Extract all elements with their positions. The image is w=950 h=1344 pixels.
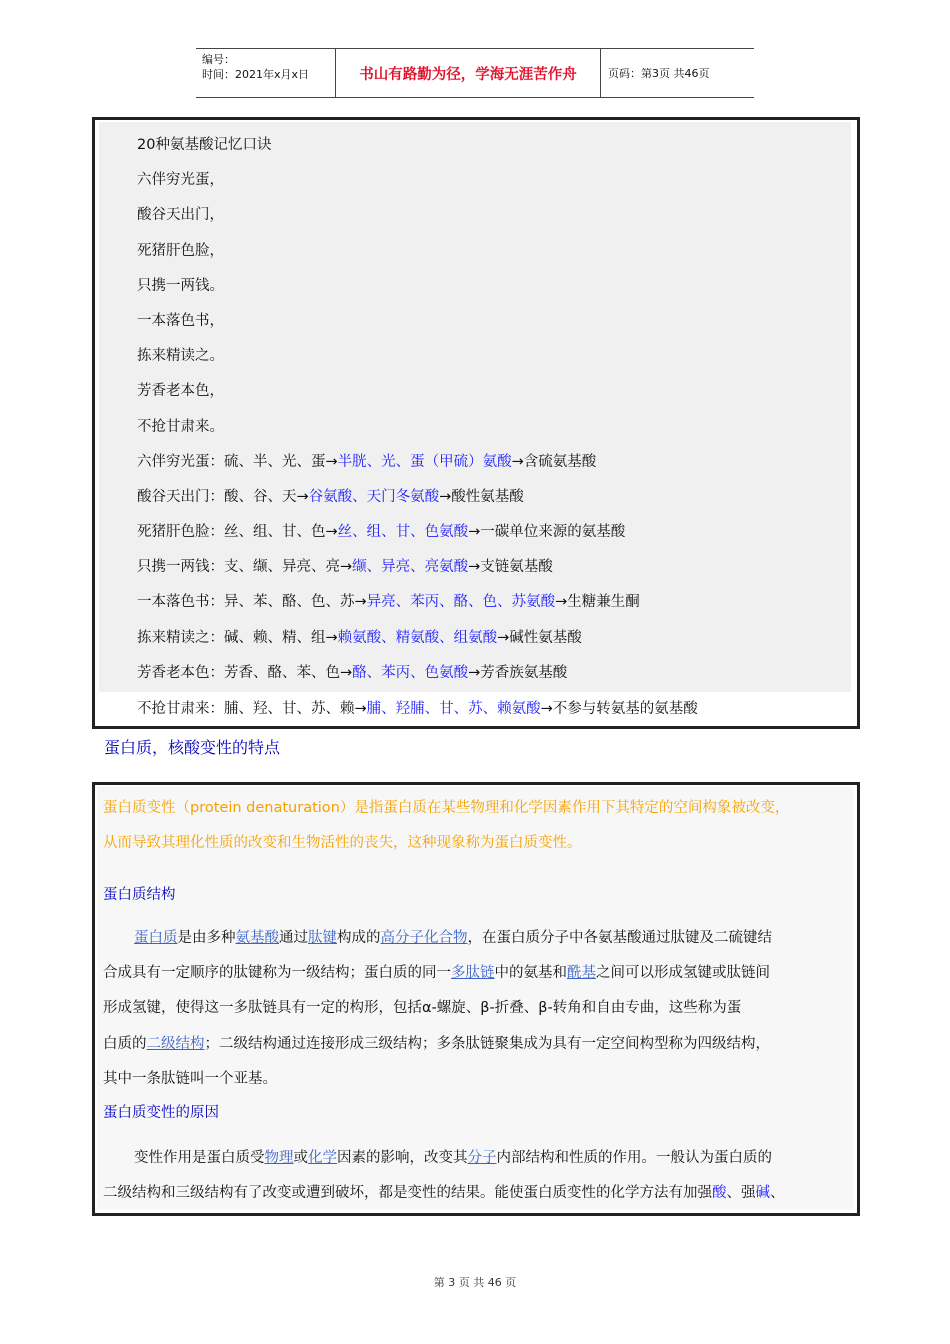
verse-line: 一本落色书， bbox=[137, 312, 224, 329]
definition-line: 从而导致其理化性质的改变和生物活性的丧失，这种现象称为蛋白质变性。 bbox=[103, 835, 582, 852]
verse-line: 拣来精读之。 bbox=[137, 348, 224, 365]
explanation-line bbox=[137, 447, 847, 482]
cause-line bbox=[103, 1176, 849, 1211]
document-header bbox=[196, 48, 754, 98]
text-span: 或 bbox=[293, 1150, 308, 1166]
cause-line bbox=[103, 1141, 849, 1176]
structure-paragraph bbox=[103, 921, 849, 1097]
physics-link[interactable]: 物理 bbox=[264, 1150, 294, 1166]
verse-line: 六伴穷光蛋， bbox=[137, 172, 224, 189]
header-meta bbox=[196, 49, 336, 97]
text-span: 内部结构和性质的作用。一般认为蛋白质的 bbox=[496, 1150, 772, 1166]
explanation-prefix: 只携一两钱：支、缬、异亮、亮→ bbox=[137, 559, 353, 576]
text-span: 、 bbox=[770, 1185, 785, 1202]
number-label: 编号： bbox=[202, 53, 235, 66]
explanation-acids: 赖氨酸、精氨酸、组氨酸 bbox=[337, 629, 498, 646]
explanation-prefix: 芳香老本色：芳香、酪、苯、色→ bbox=[137, 664, 353, 681]
verse-line: 只携一两钱。 bbox=[137, 277, 224, 294]
text-span: 、强 bbox=[726, 1185, 756, 1202]
explanation-line bbox=[137, 552, 847, 587]
structure-line: 形成氢键，使得这一多肽链具有一定的构形，包括α-螺旋、β-折叠、β-转角和自由专曲，这些称为蛋 bbox=[103, 1000, 742, 1017]
text-span: 白质的 bbox=[103, 1035, 147, 1052]
peptide-bond-link[interactable]: 肽键 bbox=[308, 930, 337, 946]
explanation-line bbox=[137, 587, 847, 622]
header-page-info: 页码：第3页 共46页 bbox=[608, 67, 710, 80]
definition-line: 蛋白质变性（protein denaturation）是指蛋白质在某些物理和化学因素作用下其特定的空间构象被改变， bbox=[103, 800, 790, 816]
explanation-acids: 酪、苯丙、色氨酸 bbox=[352, 664, 469, 681]
explanation-acids: 异亮、苯丙、酪、色、苏氨酸 bbox=[366, 594, 556, 611]
explanation-line bbox=[137, 623, 847, 658]
explanation-line bbox=[137, 694, 698, 724]
acid-link[interactable]: 酸 bbox=[712, 1185, 727, 1202]
text-span: 合成具有一定顺序的肽键称为一级结构；蛋白质的同一 bbox=[103, 965, 451, 982]
explanation-prefix: 一本落色书：异、苯、酪、色、苏→ bbox=[137, 594, 367, 611]
text-span: 之间可以形成氢键或肽链间 bbox=[596, 965, 770, 982]
explanation-prefix: 不抢甘肃来：脯、羟、甘、苏、赖→ bbox=[137, 701, 367, 717]
base-link[interactable]: 碱 bbox=[755, 1185, 770, 1202]
verse-line: 酸谷天出门， bbox=[137, 207, 224, 224]
structure-line: 其中一条肽链叫一个亚基。 bbox=[103, 1070, 277, 1087]
text-span: 中的氨基和 bbox=[494, 965, 567, 982]
explanation-suffix: →生糖兼生酮 bbox=[555, 594, 640, 611]
structure-line bbox=[103, 1027, 849, 1062]
text-span: ；二级结构通过连接形成三级结构；多条肽链聚集成为具有一定空间构型称为四级结构， bbox=[204, 1035, 770, 1052]
explanation-suffix: →支链氨基酸 bbox=[468, 559, 553, 576]
denaturation-box bbox=[92, 782, 860, 1216]
explanation-suffix: →碱性氨基酸 bbox=[497, 629, 582, 646]
section-title: 蛋白质，核酸变性的特点 bbox=[104, 738, 281, 757]
explanation-suffix: →芳香族氨基酸 bbox=[468, 664, 568, 681]
acyl-link[interactable]: 酰基 bbox=[567, 965, 596, 982]
text-span: 二级结构和三级结构有了改变或遭到破坏，都是变性的结果。能使蛋白质变性的化学方法有加强 bbox=[103, 1185, 712, 1202]
amino-acid-link[interactable]: 氨基酸 bbox=[235, 930, 279, 946]
explanation-prefix: 酸谷天出门：酸、谷、天→ bbox=[137, 488, 309, 505]
explanation-prefix: 死猪肝色脸：丝、组、甘、色→ bbox=[137, 524, 338, 541]
protein-link[interactable]: 蛋白质 bbox=[134, 930, 178, 946]
verse-line: 芳香老本色， bbox=[137, 383, 224, 400]
explanation-suffix: →酸性氨基酸 bbox=[439, 488, 524, 505]
text-span: ，在蛋白质分子中各氨基酸通过肽键及二硫键结 bbox=[467, 930, 772, 946]
header-motto: 书山有路勤为径，学海无涯苦作舟 bbox=[336, 49, 601, 97]
structure-line bbox=[103, 921, 849, 956]
explanation-line bbox=[137, 658, 847, 693]
explanation-suffix: →一碳单位来源的氨基酸 bbox=[468, 524, 626, 541]
explanation-acids: 丝、组、甘、色氨酸 bbox=[337, 524, 469, 541]
explanation-prefix: 六伴穷光蛋：硫、半、光、蛋→ bbox=[137, 453, 338, 470]
chemistry-link[interactable]: 化学 bbox=[308, 1150, 337, 1166]
text-span: 变性作用是蛋白质受 bbox=[134, 1150, 265, 1166]
explanation-suffix: →含硫氨基酸 bbox=[511, 453, 597, 470]
structure-line bbox=[103, 956, 849, 991]
cause-paragraph bbox=[103, 1141, 849, 1211]
explanation-suffix: →不参与转氨基的氨基酸 bbox=[540, 701, 698, 717]
mnemonic-lines bbox=[137, 130, 847, 693]
page-footer: 第 3 页 共 46 页 bbox=[433, 1276, 517, 1289]
explanation-line bbox=[137, 482, 847, 517]
explanation-acids: 半胱、光、蛋（甲硫）氨酸 bbox=[337, 453, 512, 470]
explanation-prefix: 拣来精读之：碱、赖、精、组→ bbox=[137, 629, 338, 646]
text-span: 构成的 bbox=[337, 930, 381, 946]
verse-line: 死猪肝色脸， bbox=[137, 242, 224, 259]
text-span: 是由多种 bbox=[177, 930, 236, 946]
macromolecule-link[interactable]: 高分子化合物 bbox=[380, 930, 468, 946]
explanation-acids: 脯、羟脯、甘、苏、赖氨酸 bbox=[366, 701, 541, 717]
secondary-structure-link[interactable]: 二级结构 bbox=[146, 1035, 205, 1052]
text-span: 通过 bbox=[279, 930, 308, 946]
explanation-acids: 缬、异亮、亮氨酸 bbox=[352, 559, 469, 576]
polypeptide-link[interactable]: 多肽链 bbox=[451, 965, 495, 982]
explanation-acids: 谷氨酸、天门冬氨酸 bbox=[308, 488, 440, 505]
mnemonic-box bbox=[92, 117, 860, 729]
structure-heading: 蛋白质结构 bbox=[103, 887, 176, 903]
molecule-link[interactable]: 分子 bbox=[467, 1150, 497, 1166]
mnemonic-title: 20种氨基酸记忆口诀 bbox=[137, 137, 272, 153]
definition-paragraph bbox=[103, 791, 849, 861]
explanation-line bbox=[137, 517, 847, 552]
date-label: 时间：2021年x月x日 bbox=[202, 68, 310, 81]
text-span: 因素的影响，改变其 bbox=[337, 1150, 468, 1166]
cause-heading: 蛋白质变性的原因 bbox=[103, 1105, 219, 1121]
verse-line: 不抢甘肃来。 bbox=[137, 418, 224, 435]
